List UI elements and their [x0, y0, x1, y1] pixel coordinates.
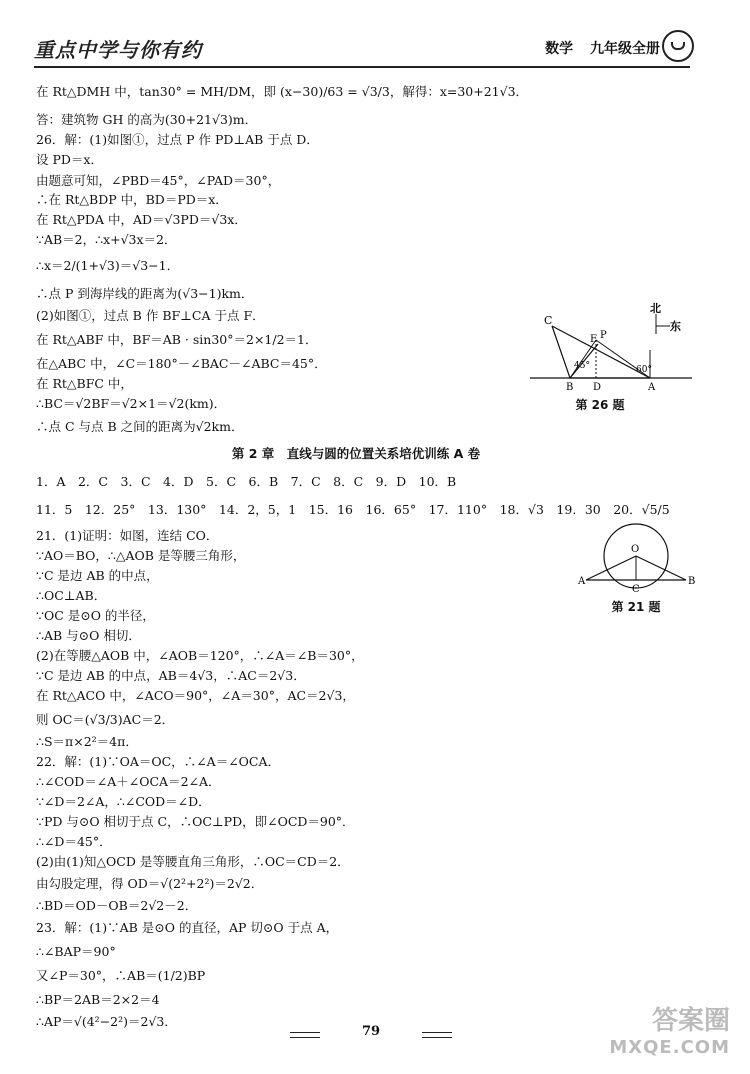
answer-line: 11．5 12．25° 13．130° 14．2，5，1 15．16 16．65° 17．110° 18．√3 19．30 20．√5/5 [36, 502, 670, 517]
text-line: ∵OC 是⊙O 的半径， [36, 608, 155, 623]
text-line: ∵AB＝2，∴x+√3x＝2． [36, 232, 177, 247]
text-line: (2)如图①，过点 B 作 BF⊥CA 于点 F． [36, 308, 265, 323]
label-b: B [688, 576, 696, 587]
trophy-logo-icon [662, 30, 694, 62]
text-line: ∴点 P 到海岸线的距离为(√3−1)km． [36, 286, 254, 301]
header-subject [533, 38, 660, 58]
header-rule [34, 66, 690, 68]
text-line: ∵C 是边 AB 的中点， [36, 568, 159, 583]
text-line: 在 Rt△PDA 中，AD＝√3PD＝√3x． [36, 212, 247, 227]
text-line: 则 OC＝(√3/3)AC＝2． [36, 712, 175, 727]
text-line: ∵C 是边 AB 的中点，AB＝4√3，∴AC＝2√3． [36, 668, 306, 683]
text-line: ∴BP＝2AB＝2×2＝4 [36, 992, 160, 1007]
text-line: 在△ABC 中，∠C＝180°－∠BAC－∠ABC＝45°． [36, 356, 327, 371]
text-line: ∴BC＝√2BF＝√2×1＝√2(km)． [36, 396, 227, 411]
text-line: ∴点 C 与点 B 之间的距离为√2km． [36, 419, 244, 434]
text-line: 在 Rt△DMH 中，tan30° = MH/DM，即 (x−30)/63 = √3/3，解得：x=30+21√3． [36, 84, 529, 99]
page-number: 79 [326, 1024, 416, 1044]
text-line: 在 Rt△ABF 中，BF＝AB · sin30°＝2×1/2＝1． [36, 332, 318, 347]
text-line: ∵∠D＝2∠A，∴∠COD＝∠D． [36, 794, 211, 809]
label-a: A [578, 576, 586, 587]
text-line: ∴AP＝√(4²−2²)＝2√3． [36, 1014, 177, 1029]
figure-21 [576, 522, 696, 622]
figure-26 [530, 300, 700, 430]
watermark-top: 答案圈 [651, 1006, 730, 1036]
label-b: B [566, 382, 574, 393]
text-line: 由题意可知，∠PBD＝45°，∠PAD＝30°， [36, 173, 281, 188]
figure-21-caption: 第 21 题 [611, 600, 661, 614]
label-d: D [593, 382, 602, 393]
subject-label: 数学 [545, 41, 574, 57]
text-line: 23．解：(1)∵AB 是⊙O 的直径，AP 切⊙O 于点 A， [36, 920, 339, 935]
text-line: ∴BD＝OD－OB＝2√2－2． [36, 898, 198, 913]
page-header [34, 30, 694, 70]
label-east: 东 [670, 320, 681, 333]
line-bp [570, 340, 596, 378]
text-line: (2)由(1)知△OCD 是等腰直角三角形，∴OC＝CD＝2． [36, 854, 350, 869]
figure-26-diagram [530, 300, 700, 410]
text-line: ∴∠D＝45°． [36, 834, 112, 849]
text-line: (2)在等腰△AOB 中，∠AOB＝120°，∴∠A＝∠B＝30°， [36, 648, 364, 663]
text-line: 在 Rt△ACO 中，∠ACO＝90°，∠A＝30°，AC＝2√3， [36, 688, 355, 703]
label-angle-45: 45° [574, 361, 590, 371]
text-line: 由勾股定理，得 OD＝√(2²+2²)＝2√2． [36, 876, 264, 891]
answer-line: 1．A 2．C 3．C 4．D 5．C 6．B 7．C 8．C 9．D 10．B [36, 474, 457, 489]
text-line: ∴x＝2/(1+√3)＝√3−1． [36, 258, 180, 273]
text-line: ∴在 Rt△BDP 中，BD＝PD＝x． [36, 192, 228, 207]
text-line: ∴S＝π×2²＝4π． [36, 734, 138, 749]
label-f: F [590, 334, 597, 345]
label-north: 北 [650, 302, 661, 315]
grade-label: 九年级全册 [590, 41, 660, 57]
text-line: ∴OC⊥AB． [36, 588, 107, 603]
watermark-bottom: MXQE.COM [609, 1037, 730, 1058]
label-o: O [631, 544, 640, 555]
label-a: A [648, 382, 656, 393]
label-angle-60: 60° [636, 365, 652, 375]
text-line: 26．解：(1)如图①，过点 P 作 PD⊥AB 于点 D． [36, 132, 319, 147]
text-line: ∴∠BAP＝90° [36, 944, 116, 959]
text-line: 22．解：(1)∵OA＝OC，∴∠A＝∠OCA． [36, 754, 281, 769]
chapter-heading: 第 2 章 直线与圆的位置关系培优训练 A 卷 [231, 446, 481, 461]
brand-title: 重点中学与你有约 [34, 38, 202, 62]
label-c: C [632, 584, 640, 595]
figure-26-caption: 第 26 题 [575, 398, 625, 412]
watermark [580, 1000, 730, 1060]
text-line: 又∠P＝30°，∴AB＝(1/2)BP [36, 968, 206, 983]
text-line: ∵AO＝BO，∴△AOB 是等腰三角形， [36, 548, 246, 563]
text-line: 设 PD＝x． [36, 152, 103, 167]
text-line: ∴∠COD＝∠A＋∠OCA＝2∠A． [36, 774, 221, 789]
label-p: P [600, 330, 607, 341]
figure-21-diagram [576, 522, 696, 602]
text-line: ∴AB 与⊙O 相切． [36, 628, 141, 643]
text-line: 21．(1)证明：如图，连结 CO． [36, 528, 219, 543]
text-line: ∵PD 与⊙O 相切于点 C，∴OC⊥PD，即∠OCD＝90°． [36, 814, 355, 829]
label-c: C [544, 314, 553, 327]
text-line: 在 Rt△BFC 中， [36, 376, 133, 391]
text-line: 答：建筑物 GH 的高为(30+21√3)m． [36, 112, 258, 127]
